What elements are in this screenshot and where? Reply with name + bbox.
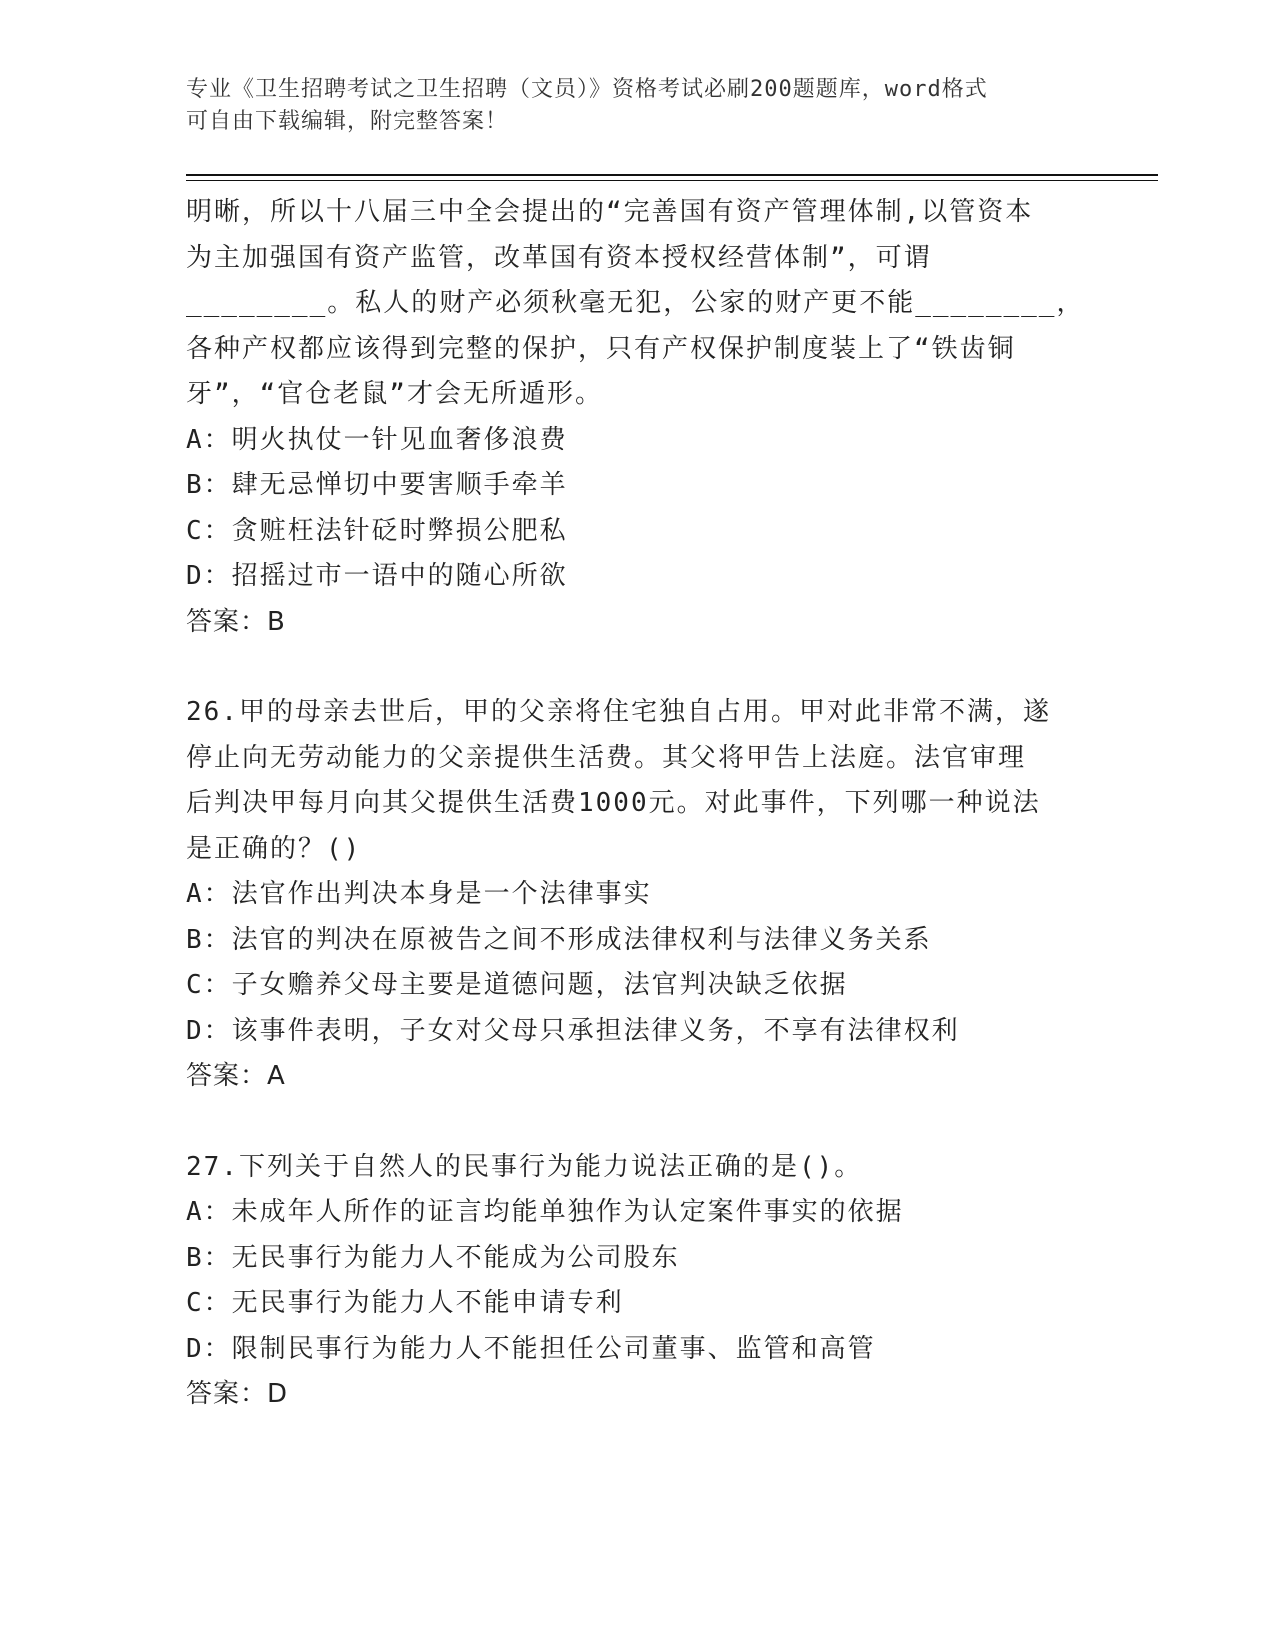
question-text-line: 26.甲的母亲去世后，甲的父亲将住宅独自占用。甲对此非常不满，遂	[186, 697, 1051, 727]
option-b: B：法官的判决在原被告之间不形成法律权利与法律义务关系	[186, 924, 932, 955]
question-26	[186, 690, 1086, 1100]
option-c: C：子女赡养父母主要是道德问题，法官判决缺乏依据	[186, 970, 848, 1000]
question-text-line: 各种产权都应该得到完整的保护，只有产权保护制度装上了“铁齿铜	[186, 333, 1016, 364]
spacer	[186, 1100, 1086, 1145]
question-text-line: 27.下列关于自然人的民事行为能力说法正确的是()。	[186, 1151, 863, 1182]
header-rule-thick	[186, 174, 1158, 176]
option-d: D：该事件表明，子女对父母只承担法律义务，不享有法律权利	[186, 1015, 960, 1046]
header-line-2: 可自由下载编辑，附完整答案！	[186, 109, 509, 134]
option-c: C：贪赃枉法针砭时弊损公肥私	[186, 515, 568, 546]
question-continuation	[186, 190, 1086, 645]
question-text-line: ________。私人的财产必须秋毫无犯，公家的财产更不能________，	[186, 288, 1085, 318]
document-header	[186, 74, 1086, 138]
option-b: B：肆无忌惮切中要害顺手牵羊	[186, 470, 568, 500]
option-a: A：未成年人所作的证言均能单独作为认定案件事实的依据	[186, 1197, 904, 1227]
question-text-line: 为主加强国有资产监管，改革国有资本授权经营体制”，可谓	[186, 242, 932, 273]
question-text-line: 停止向无劳动能力的父亲提供生活费。其父将甲告上法庭。法官审理	[186, 742, 1027, 773]
spacer	[186, 645, 1086, 690]
header-rule-thin	[186, 180, 1158, 181]
option-a: A：法官作出判决本身是一个法律事实	[186, 879, 652, 909]
option-d: D：招摇过市一语中的随心所欲	[186, 561, 568, 591]
question-text-line: 后判决甲每月向其父提供生活费1000元。对此事件，下列哪一种说法	[186, 788, 1041, 818]
question-text-line: 明晰，所以十八届三中全会提出的“完善国有资产管理体制,以管资本	[186, 197, 1034, 227]
question-text-line: 是正确的？()	[186, 833, 362, 864]
option-c: C：无民事行为能力人不能申请专利	[186, 1288, 624, 1318]
answer-line: 答案：A	[186, 1061, 286, 1091]
option-a: A：明火执仗一针见血奢侈浪费	[186, 424, 568, 455]
answer-line: 答案：D	[186, 1379, 289, 1409]
document-body	[186, 190, 1086, 1418]
option-d: D：限制民事行为能力人不能担任公司董事、监管和高管	[186, 1333, 876, 1364]
header-line-1: 专业《卫生招聘考试之卫生招聘（文员）》资格考试必刷200题题库，word格式	[186, 77, 988, 102]
option-b: B：无民事行为能力人不能成为公司股东	[186, 1242, 680, 1273]
answer-line: 答案：B	[186, 606, 286, 637]
question-27	[186, 1145, 1086, 1418]
question-text-line: 牙”，“官仓老鼠”才会无所遁形。	[186, 379, 603, 409]
